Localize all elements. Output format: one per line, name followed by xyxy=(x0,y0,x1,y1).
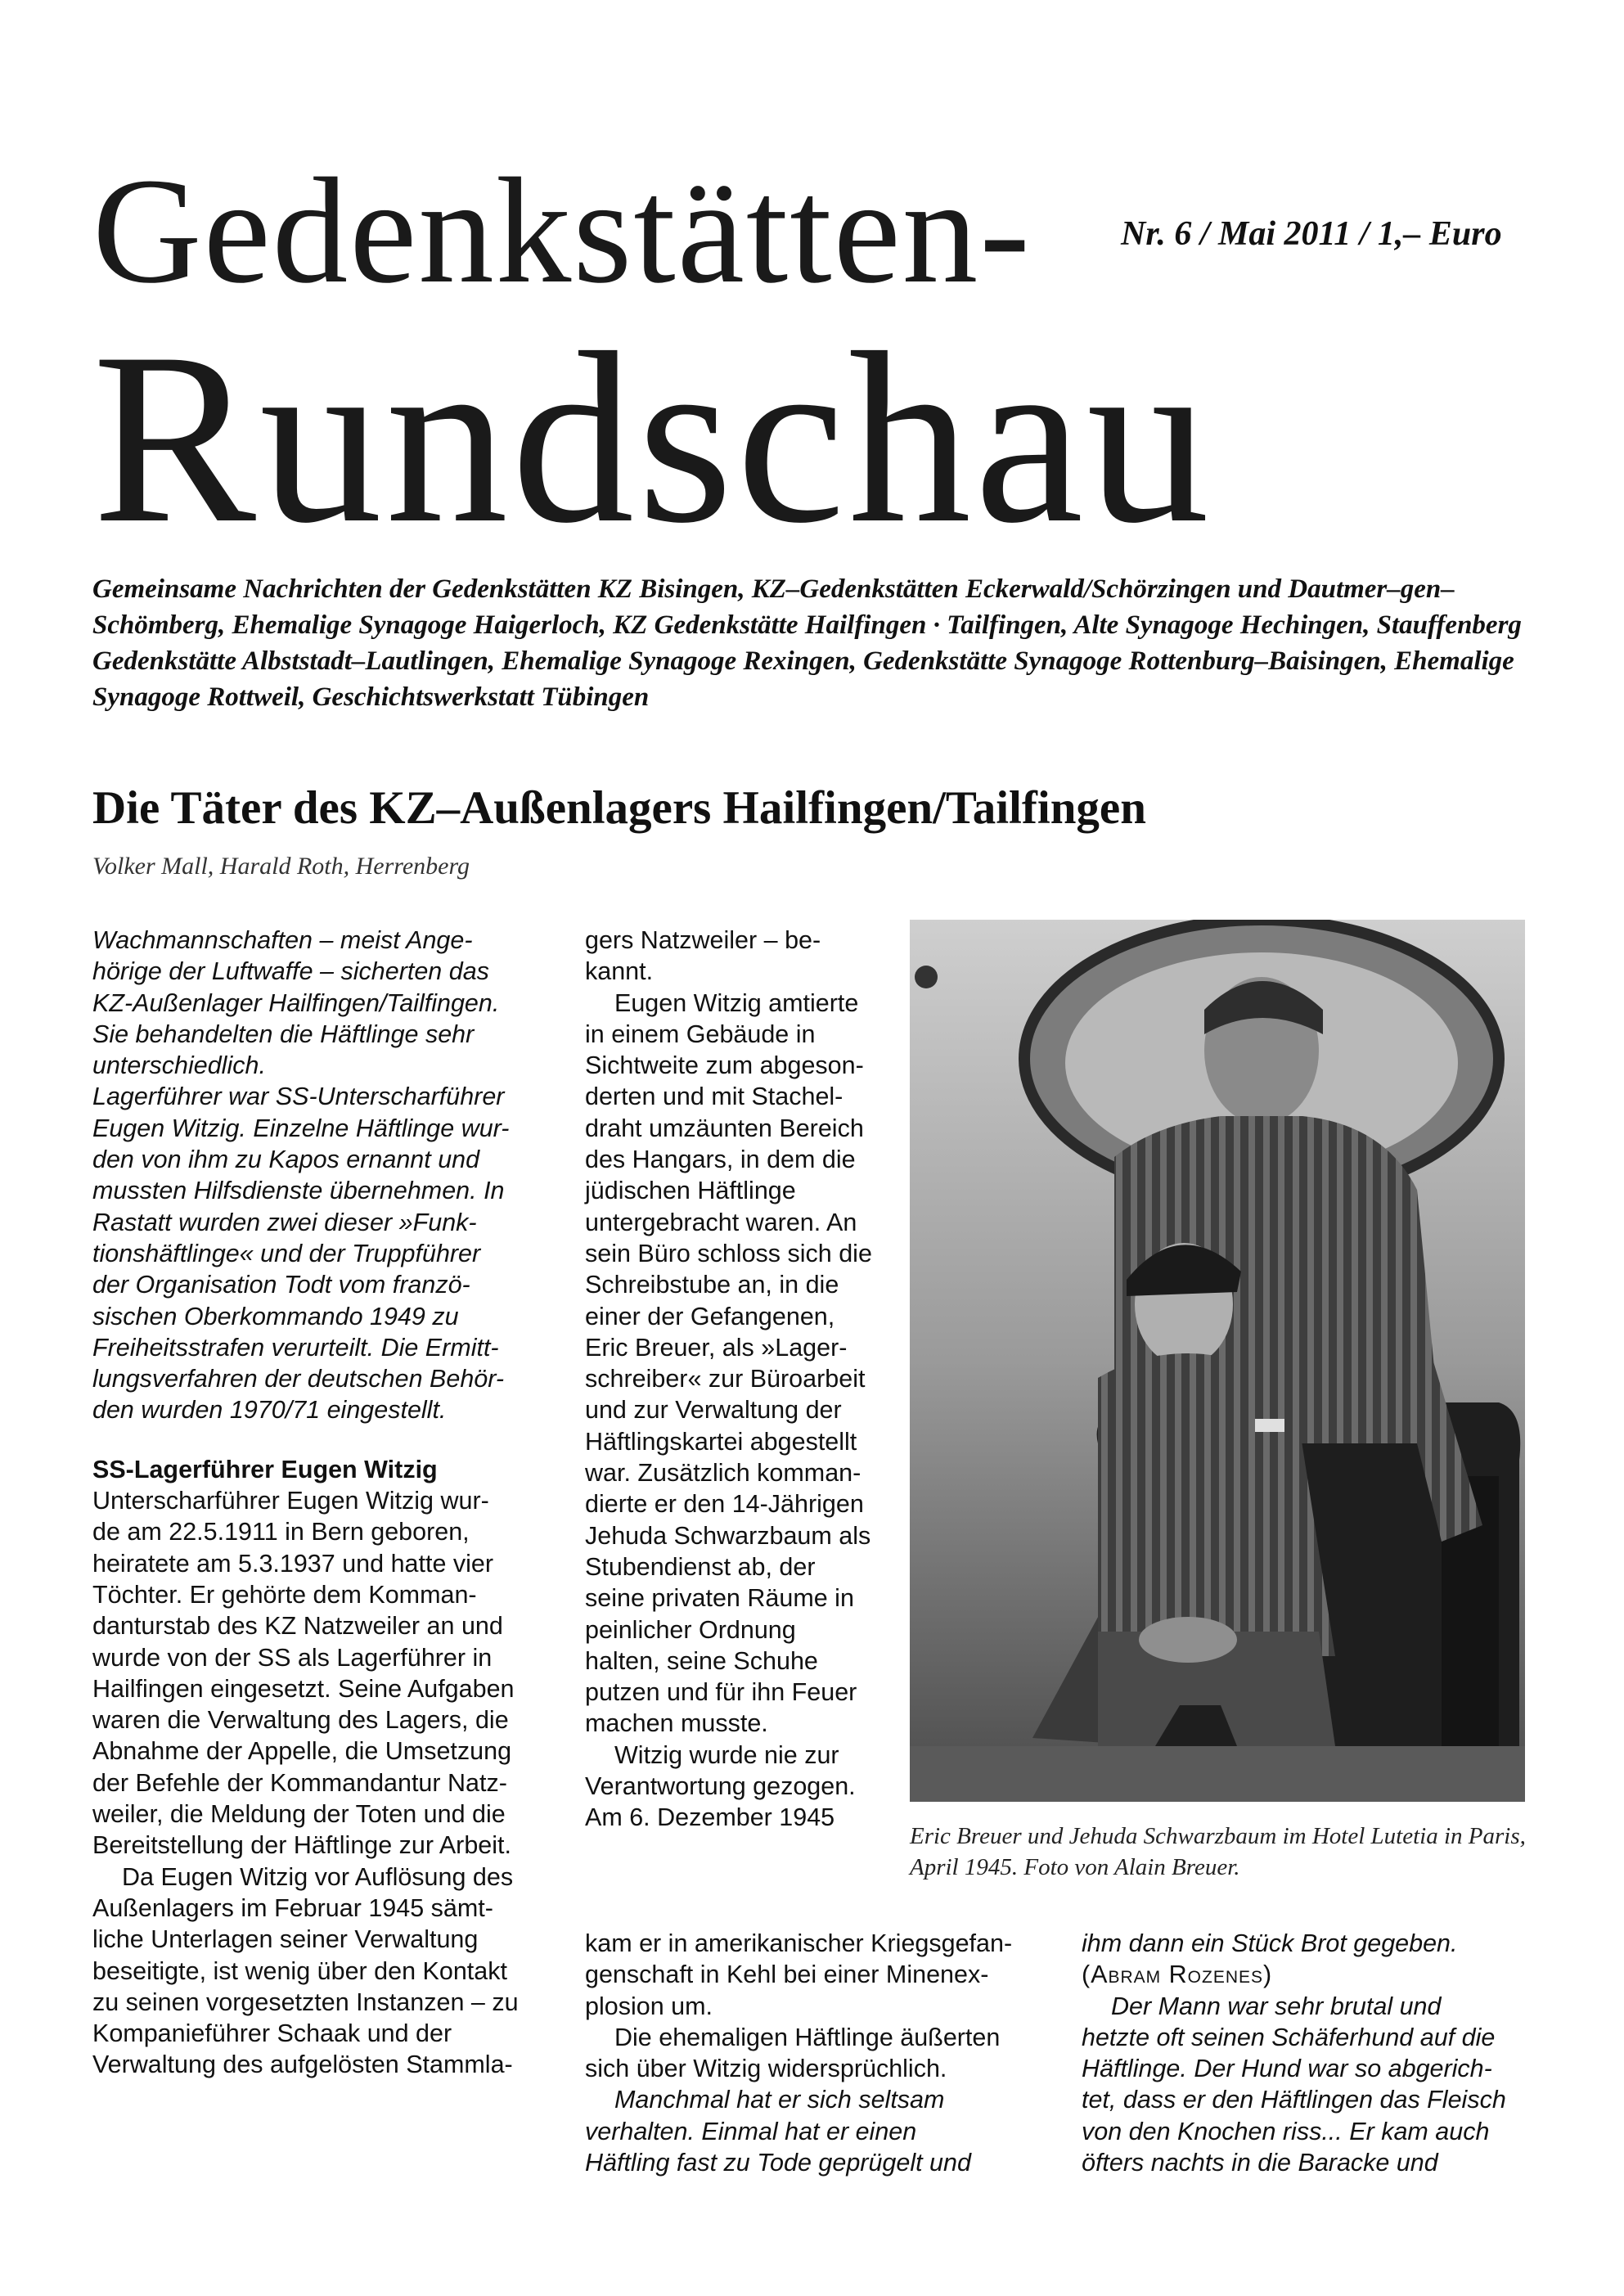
text-line: der Organisation Todt vom franzö- xyxy=(92,1271,470,1299)
text-line: halten, seine Schuhe xyxy=(585,1646,818,1675)
col3-quote-end: ihm dann ein Stück Brot gegeben. xyxy=(1082,1929,1458,1957)
text-line: Manchmal hat er sich seltsam xyxy=(614,2086,945,2114)
text-line: des Hangars, in dem die xyxy=(585,1146,856,1174)
text-line: einer der Gefangenen, xyxy=(585,1302,835,1330)
text-line: wurde von der SS als Lagerführer in xyxy=(92,1643,493,1672)
col2-paragraph-4 xyxy=(585,2022,1068,2085)
text-line: Kompanieführer Schaak und der xyxy=(92,2019,452,2048)
text-line: mussten Hilfsdienste übernehmen. In xyxy=(92,1177,505,1205)
photo-illustration xyxy=(910,920,1525,1802)
text-line: heiratete am 5.3.1937 und hatte vier xyxy=(92,1549,494,1578)
text-line: KZ-Außenlager Hailfingen/Tailfingen. xyxy=(92,988,500,1017)
text-line: hörige der Luftwaffe – sicherten das xyxy=(92,957,489,986)
text-line: lungsverfahren der deutschen Behör- xyxy=(92,1365,505,1393)
text-line: sich über Witzig widersprüchlich. xyxy=(585,2055,947,2083)
text-line: Eugen Witzig. Einzelne Häftlinge wur- xyxy=(92,1114,510,1142)
text-line: draht umzäunten Bereich xyxy=(585,1114,864,1142)
col2-paragraph-3 xyxy=(585,1740,904,1834)
column-2 xyxy=(585,925,904,1834)
text-line: peinlicher Ordnung xyxy=(585,1615,796,1644)
col2-wide xyxy=(585,1928,1068,2022)
col3-quote-2 xyxy=(1082,1991,1540,2179)
text-line: tet, dass er den Häftlingen das Fleisch xyxy=(1082,2086,1506,2114)
intro-paragraph xyxy=(92,925,567,1426)
text-line: Jehuda Schwarzbaum als xyxy=(585,1521,871,1550)
text-line: danturstab des KZ Natzweiler an und xyxy=(92,1612,503,1641)
text-line: Stubendienst ab, der xyxy=(585,1552,816,1581)
text-line: Sie behandelten die Häftlinge sehr xyxy=(92,1020,475,1048)
text-line: April 1945. Foto von Alain Breuer. xyxy=(910,1854,1240,1880)
column-1 xyxy=(92,925,567,2081)
text-line: waren die Verwaltung des Lagers, die xyxy=(92,1706,509,1735)
section-heading: SS-Lagerführer Eugen Witzig xyxy=(92,1455,438,1483)
issue-info: Nr. 6 / Mai 2011 / 1,– Euro xyxy=(1121,215,1502,253)
text-line: tionshäftlinge« und der Truppführer xyxy=(92,1239,481,1267)
text-line: Eric Breuer, als »Lager- xyxy=(585,1333,848,1362)
text-line: Töchter. Er gehörte dem Komman- xyxy=(92,1580,477,1609)
text-line: verhalten. Einmal hat er einen xyxy=(585,2117,917,2145)
historical-photo xyxy=(910,920,1525,1802)
text-line: Hailfingen eingesetzt. Seine Aufgaben xyxy=(92,1674,515,1703)
text-line: Freiheitsstrafen verurteilt. Die Ermitt- xyxy=(92,1333,499,1362)
text-line: plosion um. xyxy=(585,1992,713,2020)
article-headline: Die Täter des KZ–Außenlagers Hailfingen/Tailfingen xyxy=(92,782,1146,834)
text-line: Die ehemaligen Häftlinge äußerten xyxy=(614,2023,1001,2051)
text-line: Außenlagers im Februar 1945 sämt- xyxy=(92,1893,493,1922)
text-line: Unterscharführer Eugen Witzig wur- xyxy=(92,1487,489,1515)
text-line: weiler, die Meldung der Toten und die xyxy=(92,1800,506,1829)
col2-quote xyxy=(585,2084,1068,2178)
text-line: kannt. xyxy=(585,957,654,986)
text-line: putzen und für ihn Feuer xyxy=(585,1678,857,1707)
text-line: Häftlingskartei abgestellt xyxy=(585,1427,857,1456)
text-line: von den Knochen riss... Er kam auch xyxy=(1082,2117,1490,2145)
text-line: liche Unterlagen seiner Verwaltung xyxy=(92,1925,479,1954)
text-line: Witzig wurde nie zur xyxy=(614,1740,839,1769)
text-line: Da Eugen Witzig vor Auflösung des xyxy=(122,1862,514,1891)
text-line: schreiber« zur Büroarbeit xyxy=(585,1365,866,1393)
text-line: Verantwortung gezogen. xyxy=(585,1772,856,1801)
text-line: de am 22.5.1911 in Bern geboren, xyxy=(92,1518,470,1546)
text-line: Abnahme der Appelle, die Umsetzung xyxy=(92,1737,512,1766)
text-line: beseitigte, ist wenig über den Kontakt xyxy=(92,1956,507,1985)
text-line: in einem Gebäude in xyxy=(585,1020,816,1048)
text-line: seine privaten Räume in xyxy=(585,1584,854,1613)
text-line: den wurden 1970/71 eingestellt. xyxy=(92,1396,447,1425)
masthead-subtitle: Gemeinsame Nachrichten der Gedenkstätten KZ Bisingen, KZ–Gedenkstätten Eckerwald/Schörzingen und Dautmer–gen–Schömberg, Ehemalige Synagoge Haigerloch, KZ Gedenkstätte Hailfingen · Tailfingen, Alte Synagoge Hechingen, Stauffenberg Gedenkstätte Albststadt–Lautlingen, Ehemalige Synagoge Rexingen, Gedenkstätte Synagoge Rottenburg–Baisingen, Ehemalige Synagoge Rottweil, Geschichtswerkstatt Tübingen xyxy=(92,574,1522,712)
text-line: den von ihm zu Kapos ernannt und xyxy=(92,1146,480,1174)
text-line: öfters nachts in die Baracke und xyxy=(1082,2149,1438,2177)
text-line: Am 6. Dezember 1945 xyxy=(585,1803,835,1832)
article-byline: Volker Mall, Harald Roth, Herrenberg xyxy=(92,853,470,880)
column-2-lower xyxy=(585,1928,1068,2178)
masthead-title-line2: Rundschau xyxy=(92,302,1213,574)
text-line: sischen Oberkommando 1949 zu xyxy=(92,1302,459,1330)
text-line: Häftlinge. Der Hund war so abgerich- xyxy=(1082,2055,1492,2083)
text-line: machen musste. xyxy=(585,1709,768,1738)
text-line: und zur Verwaltung der xyxy=(585,1396,842,1425)
col1-body xyxy=(92,1485,567,1862)
text-line: Bereitstellung der Häftlinge zur Arbeit. xyxy=(92,1831,511,1860)
col1-paragraph-2 xyxy=(92,1862,567,2081)
text-line: Rastatt wurden zwei dieser »Funk- xyxy=(92,1208,477,1236)
text-line: sein Büro schloss sich die xyxy=(585,1239,872,1267)
text-line: untergebracht waren. An xyxy=(585,1208,857,1236)
quote-attribution: (Abram Rozenes) xyxy=(1082,1961,1273,1989)
text-line: dierte er den 14-Jährigen xyxy=(585,1490,864,1519)
text-line: derten und mit Stachel- xyxy=(585,1083,843,1111)
text-line: Schreibstube an, in die xyxy=(585,1271,839,1299)
text-line: Häftling fast zu Tode geprügelt und xyxy=(585,2149,971,2177)
text-line: jüdischen Häftlinge xyxy=(585,1177,796,1205)
text-line: genschaft in Kehl bei einer Minenex- xyxy=(585,1961,989,1989)
text-line: unterschiedlich. xyxy=(92,1051,266,1080)
col2-paragraph-2 xyxy=(585,988,904,1740)
text-line: kam er in amerikanischer Kriegsgefan- xyxy=(585,1929,1013,1957)
column-3 xyxy=(1082,1928,1540,2178)
text-line: Eric Breuer und Jehuda Schwarzbaum im Hotel Lutetia in Paris, xyxy=(910,1823,1526,1849)
text-line: hetzte oft seinen Schäferhund auf die xyxy=(1082,2023,1496,2051)
text-line: zu seinen vorgesetzten Instanzen – zu xyxy=(92,1988,519,2016)
text-line: Sichtweite zum abgeson- xyxy=(585,1051,864,1080)
text-line: gers Natzweiler – be- xyxy=(585,926,821,954)
col2-top xyxy=(585,925,904,988)
text-line: der Befehle der Kommandantur Natz- xyxy=(92,1768,507,1797)
text-line: Verwaltung des aufgelösten Stammla- xyxy=(92,2051,513,2079)
text-line: Lagerführer war SS-Unterscharführer xyxy=(92,1083,505,1111)
text-line: Eugen Witzig amtierte xyxy=(614,988,859,1017)
photo-caption xyxy=(910,1821,1532,1883)
masthead-title-line1: Gedenkstätten- xyxy=(92,147,1032,315)
text-line: Der Mann war sehr brutal und xyxy=(1111,1992,1442,2020)
text-line: war. Zusätzlich komman- xyxy=(585,1459,861,1488)
text-line: Wachmannschaften – meist Ange- xyxy=(92,926,473,954)
